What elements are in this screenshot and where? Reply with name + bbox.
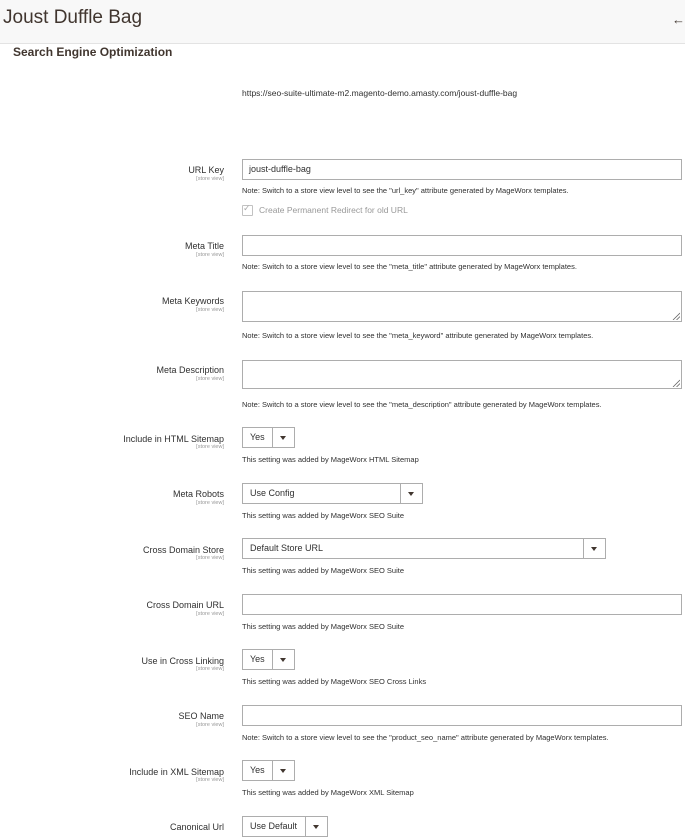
url-key-scope: [store view] [196,176,224,182]
xml-sitemap-label: Include in XML Sitemap [129,767,224,777]
xml-sitemap-select[interactable] [242,760,295,781]
url-preview: https://seo-suite-ultimate-m2.magento-demo.amasty.com/joust-duffle-bag [242,88,518,98]
page-title: Joust Duffle Bag [3,7,143,28]
seo-name-scope: [store view] [196,722,224,728]
cross-domain-store-value: Default Store URL [250,543,324,553]
xml-sitemap-note: This setting was added by MageWorx XML Sitemap [242,788,414,797]
permanent-redirect-option[interactable] [242,205,408,216]
canonical-url-select[interactable] [242,816,328,837]
dropdown-toggle[interactable] [400,484,422,503]
cross-domain-store-label: Cross Domain Store [142,545,224,555]
meta-title-scope: [store view] [196,252,224,258]
html-sitemap-note: This setting was added by MageWorx HTML Sitemap [242,455,419,464]
seo-name-label: SEO Name [178,711,224,721]
url-key-note: Note: Switch to a store view level to see the "url_key" attribute generated by MageWorx templates. [242,186,569,195]
canonical-url-label: Canonical Url [169,822,224,832]
meta-robots-label: Meta Robots [172,489,224,499]
dropdown-toggle[interactable] [272,761,294,780]
url-key-label: URL Key [188,165,224,175]
cross-linking-label: Use in Cross Linking [141,656,224,666]
canonical-url-value: Use Default [250,821,298,831]
dropdown-toggle[interactable] [305,817,327,836]
cross-domain-url-note: This setting was added by MageWorx SEO Suite [242,622,405,631]
meta-description-scope: [store view] [196,376,224,382]
chevron-down-icon [313,825,319,829]
meta-robots-scope: [store view] [196,500,224,506]
meta-keywords-textarea[interactable] [242,291,682,322]
chevron-down-icon [591,547,597,551]
url-key-input[interactable]: joust-duffle-bag [242,159,682,180]
resize-handle-icon[interactable] [672,312,680,320]
html-sitemap-select[interactable] [242,427,295,448]
meta-title-input[interactable] [242,235,682,256]
arrow-left-icon[interactable]: ← [672,12,685,27]
resize-handle-icon[interactable] [672,379,680,387]
cross-domain-store-note: This setting was added by MageWorx SEO Suite [242,566,405,575]
seo-name-note: Note: Switch to a store view level to see the "product_seo_name" attribute generated by MageWorx templates. [242,733,609,742]
meta-description-note: Note: Switch to a store view level to see the "meta_description" attribute generated by MageWorx templates. [242,400,602,409]
html-sitemap-value: Yes [250,432,265,442]
meta-robots-select[interactable] [242,483,423,504]
cross-domain-url-label: Cross Domain URL [146,600,224,610]
chevron-down-icon [280,769,286,773]
html-sitemap-scope: [store view] [196,444,224,450]
page-header [0,0,685,44]
seo-name-input[interactable] [242,705,682,726]
section-title: Search Engine Optimization [13,45,173,59]
dropdown-toggle[interactable] [272,428,294,447]
dropdown-toggle[interactable] [583,539,605,558]
chevron-down-icon [408,492,414,496]
cross-linking-value: Yes [250,654,265,664]
cross-linking-note: This setting was added by MageWorx SEO Cross Links [242,677,427,686]
meta-title-label: Meta Title [184,241,224,251]
checkmark-icon: ✓ [243,203,251,214]
meta-robots-value: Use Config [250,488,295,498]
meta-description-label: Meta Description [156,365,224,375]
chevron-down-icon [280,658,286,662]
cross-domain-store-scope: [store view] [196,555,224,561]
html-sitemap-label: Include in HTML Sitemap [123,434,224,444]
meta-keywords-label: Meta Keywords [161,296,224,306]
meta-keywords-scope: [store view] [196,307,224,313]
cross-domain-store-select[interactable] [242,538,606,559]
permanent-redirect-label: Create Permanent Redirect for old URL [259,205,408,215]
cross-linking-scope: [store view] [196,666,224,672]
xml-sitemap-value: Yes [250,765,265,775]
chevron-down-icon [280,436,286,440]
cross-domain-url-input[interactable] [242,594,682,615]
xml-sitemap-scope: [store view] [196,777,224,783]
meta-keywords-note: Note: Switch to a store view level to see the "meta_keyword" attribute generated by MageWorx templates. [242,331,594,340]
dropdown-toggle[interactable] [272,650,294,669]
meta-description-textarea[interactable] [242,360,682,389]
meta-title-note: Note: Switch to a store view level to see the "meta_title" attribute generated by MageWorx templates. [242,262,577,271]
cross-linking-select[interactable] [242,649,295,670]
meta-robots-note: This setting was added by MageWorx SEO Suite [242,511,405,520]
cross-domain-url-scope: [store view] [196,611,224,617]
permanent-redirect-checkbox[interactable] [242,205,253,216]
